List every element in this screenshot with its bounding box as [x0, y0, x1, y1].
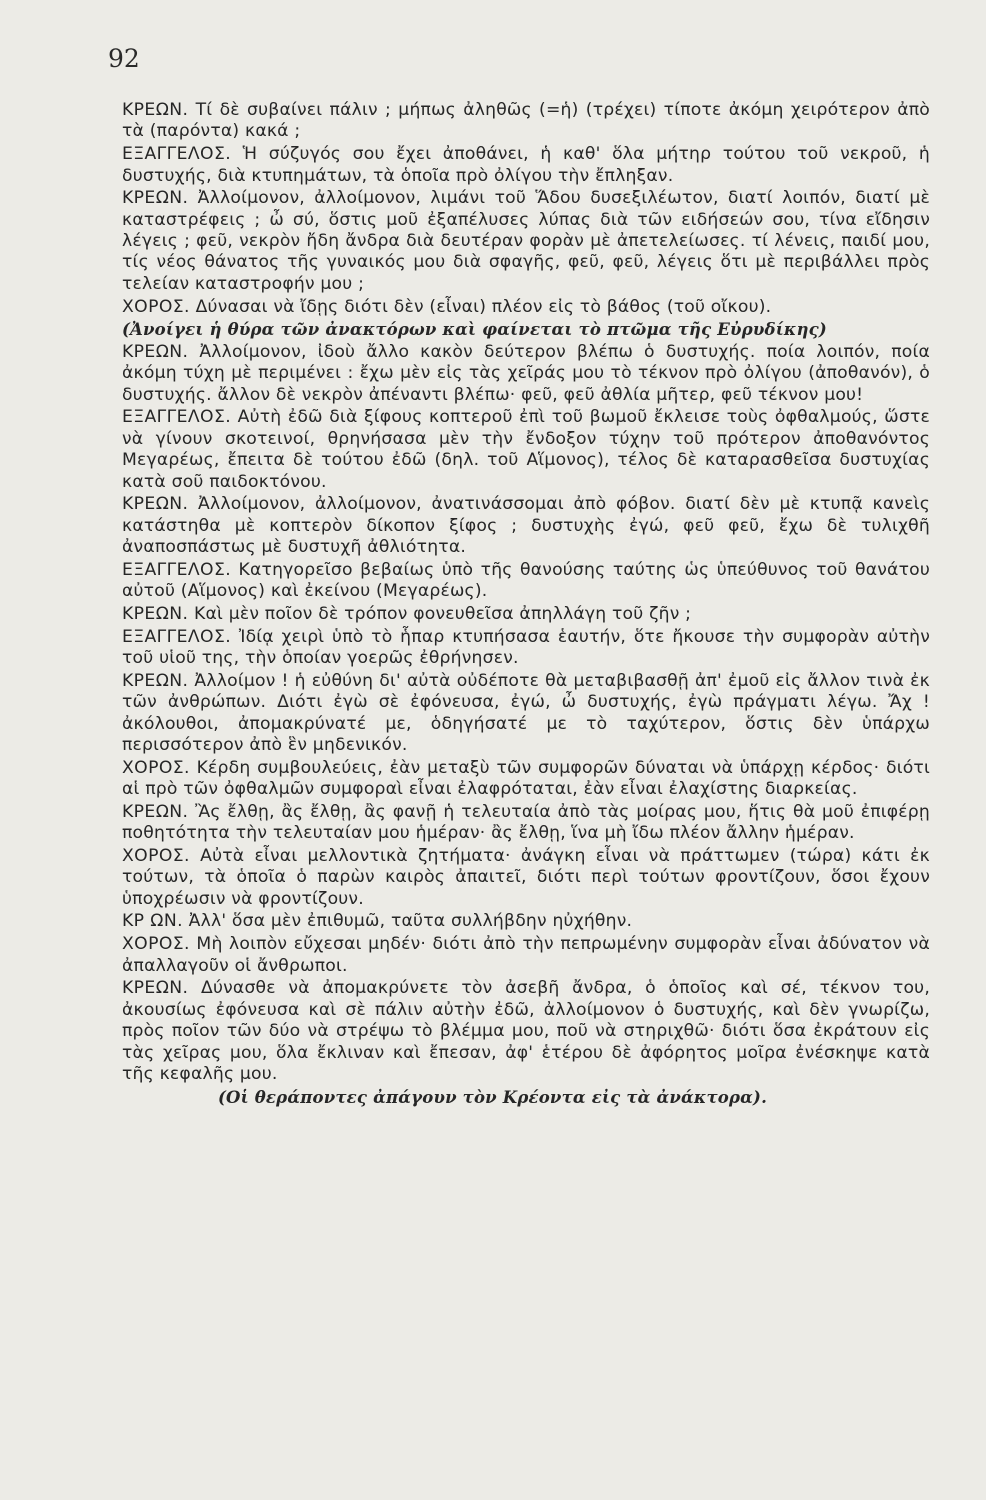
- speech-text: Καὶ μὲν ποῖον δὲ τρόπον φονευθεῖσα ἀπηλλάγη τοῦ ζῆν ;: [188, 604, 692, 625]
- speech-text: Κέρδη συμβουλεύεις, ἐὰν μεταξὺ τῶν συμφορῶν δύναται νὰ ὑπάρχῃ κέρδος· διότι αἱ πρὸ τῶν ὀφθαλμῶν συμφοραὶ εἶναι ἐλαφρόταται, ἐὰν εἶναι ἐλαχίστης διαρκείας.: [122, 757, 930, 800]
- dialogue-paragraph: [122, 604, 930, 625]
- dialogue-paragraph: [122, 560, 930, 603]
- speaker-name: ΧΟΡΟΣ.: [122, 934, 190, 955]
- speaker-name: ΧΟΡΟΣ.: [122, 757, 190, 778]
- page-number: 92: [108, 44, 140, 73]
- dialogue-paragraph: [122, 911, 930, 932]
- dialogue-paragraph: [122, 144, 930, 187]
- speaker-name: ΚΡΕΩΝ.: [122, 188, 189, 209]
- speaker-name: ΚΡΕΩΝ.: [122, 801, 189, 822]
- speaker-name: ΕΞΑΓΓΕΛΟΣ.: [122, 626, 232, 647]
- dialogue-paragraph: [122, 802, 930, 845]
- speech-text: Ἀλλοίμονον, ἀλλοίμονον, ἀνατινάσσομαι ἀπὸ φόβον. διατί δὲν μὲ κτυπᾷ κανεὶς κατάστηθα μὲ κοπτερὸν δίκοπον ξίφος ; δυστυχὴς ἐγώ, φεῦ φεῦ, ἔχω δὲ τυλιχθῆ ἀναποσπάστως μὲ δυστυχῆ ἀθλιότητα.: [122, 494, 930, 558]
- speaker-name: ΚΡΕΩΝ.: [122, 670, 189, 691]
- speaker-name: ΕΞΑΓΓΕΛΟΣ.: [122, 559, 232, 580]
- speech-text: Δύνασαι νὰ ἴδῃς διότι δὲν (εἶναι) πλέον εἰς τὸ βάθος (τοῦ οἴκου).: [189, 296, 772, 317]
- speaker-name: ΚΡΕΩΝ.: [122, 100, 189, 120]
- speaker-name: ΧΟΡΟΣ.: [122, 296, 190, 317]
- speech-text: Ἂς ἔλθῃ, ἂς ἔλθῃ, ἂς φανῇ ἡ τελευταία ἀπὸ τὰς μοίρας μου, ἥτις θὰ μοῦ ἐπιφέρῃ ποθητότητα τὴν τελευταίαν μου ἡμέραν· ἂς ἔλθῃ, ἵνα μὴ ἴδω πλέον ἄλλην ἡμέραν.: [122, 801, 930, 844]
- dialogue-text: [122, 100, 930, 1109]
- speech-text: Κατηγορεῖσο βεβαίως ὑπὸ τῆς θανούσης ταύτης ὡς ὑπεύθυνος τοῦ θανάτου αὐτοῦ (Αἵμονος) καὶ ἐκείνου (Μεγαρέως).: [122, 559, 930, 602]
- speaker-name: ΚΡΕΩΝ.: [122, 494, 189, 515]
- speaker-name: ΕΞΑΓΓΕΛΟΣ.: [122, 407, 232, 428]
- speech-text: Μὴ λοιπὸν εὔχεσαι μηδέν· διότι ἀπὸ τὴν πεπρωμένην συμφορὰν εἶναι ἀδύνατον νὰ ἀπαλλαγοῦν οἱ ἄνθρωποι.: [122, 934, 930, 976]
- speaker-name: ΚΡΕΩΝ.: [122, 341, 189, 362]
- speaker-name: ΕΞΑΓΓΕΛΟΣ.: [122, 144, 232, 165]
- speech-text: Ἀλλοίμονον, ἀλλοίμονον, λιμάνι τοῦ Ἅδου δυσεξιλέωτον, διατί λοιπόν, διατί μὲ καταστρέφεις ; ὦ σύ, ὅστις μοῦ ἐξαπέλυσες λύπας διὰ τῶν ειδήσεών σου, τίνα εἴδησιν λέγεις ; φεῦ, νεκρὸν ἤδη ἄνδρα διὰ δευτέραν φορὰν μὲ ἀπετελείωσες. τί λένεις, παιδί μου, τίς νέος θάνατος τῆς γυναικός μου διὰ σφαγῆς, φεῦ, φεῦ, λέγεις ὅτι μὲ περιβάλλει πρὸς τελείαν καταστροφήν μου ;: [122, 188, 930, 294]
- speech-text: Τί δὲ συβαίνει πάλιν ; μήπως ἀληθῶς (=ἡ) (τρέχει) τίποτε ἀκόμη χειρότερον ἀπὸ τὰ (παρόντα) κακά ;: [122, 100, 930, 142]
- dialogue-paragraph: [122, 978, 930, 1085]
- speaker-name: ΚΡ ΩΝ.: [122, 911, 183, 932]
- speaker-name: ΧΟΡΟΣ.: [122, 845, 190, 866]
- speech-text: Αὐτὰ εἶναι μελλοντικὰ ζητήματα· ἀνάγκη εἶναι νὰ πράττωμεν (τώρα) κάτι ἐκ τούτων, τὰ ὁποῖα ὁ παρὼν καιρὸς ἀπαιτεῖ, διότι περὶ τούτων φροντίζουν, ὅσοι ἔχουν ὑποχρέωσιν νὰ φροντίζουν.: [122, 845, 930, 909]
- dialogue-paragraph: [122, 758, 930, 801]
- dialogue-paragraph: [122, 846, 930, 910]
- dialogue-paragraph: [122, 934, 930, 977]
- speech-text: Ἡ σύζυγός σου ἔχει ἀποθάνει, ἡ καθ' ὅλα μήτηρ τούτου τοῦ νεκροῦ, ἡ δυστυχής, διὰ κτυπημάτων, τὰ ὁποῖα πρὸ ὀλίγου τὴν ἔπληξαν.: [122, 144, 930, 186]
- dialogue-paragraph: [122, 407, 930, 493]
- dialogue-paragraph: [122, 297, 930, 318]
- dialogue-paragraph: [122, 671, 930, 757]
- speech-text: Δύνασθε νὰ ἀπομακρύνετε τὸν ἀσεβῆ ἄνδρα, ὁ ὁποῖος καὶ σέ, τέκνον του, ἀκουσίως ἐφόνευσα καὶ σὲ πάλιν αὐτὴν ἐδῶ, ἀλλοίμονον ὁ δυστυχής, καὶ δὲν γνωρίζω, πρὸς ποῖον τῶν δύο νὰ στρέψω τὸ βλέμμα μου, ποῦ νὰ στηριχθῶ· διότι ὅσα ἐκράτουν εἰς τὰς χεῖρας μου, ὅλα ἔκλιναν καὶ ἔπεσαν, ἀφ' ἑτέρου δὲ ἀφόρητος μοῖρα ἐνέσκηψε κατὰ τῆς κεφαλῆς μου.: [122, 978, 930, 1084]
- dialogue-paragraph: [122, 188, 930, 295]
- dialogue-paragraph: [122, 494, 930, 558]
- dialogue-paragraph: [122, 342, 930, 406]
- speech-text: Αὐτὴ ἐδῶ διὰ ξίφους κοπτεροῦ ἐπὶ τοῦ βωμοῦ ἔκλεισε τοὺς ὀφθαλμούς, ὥστε νὰ γίνουν σκοτεινοί, θρηνήσασα μὲν τὴν ἔνδοξον τύχην τοῦ πρότερον ἀποθανόντος Μεγαρέως, ἔπειτα δὲ τούτου ἐδῶ (δηλ. τοῦ Αἵμονος), τέλος δὲ καταρασθεῖσα δυστυχίας κατὰ σοῦ παιδοκτόνου.: [122, 407, 930, 492]
- dialogue-paragraph: [122, 627, 930, 670]
- speech-text: Ἀλλ' ὅσα μὲν ἐπιθυμῶ, ταῦτα συλλήβδην ηὐχήθην.: [182, 911, 633, 932]
- speech-text: Ἰδίᾳ χειρὶ ὑπὸ τὸ ἧπαρ κτυπήσασα ἑαυτήν, ὅτε ἤκουσε τὴν συμφορὰν αὐτὴν τοῦ υἱοῦ της, τὴν ὁποίαν γοερῶς ἐθρήνησεν.: [122, 626, 930, 669]
- stage-direction: (Ἀνοίγει ἡ θύρα τῶν ἀνακτόρων καὶ φαίνεται τὸ πτῶμα τῆς Εὐρυδίκης): [122, 320, 827, 340]
- speaker-name: ΚΡΕΩΝ.: [122, 978, 189, 999]
- speaker-name: ΚΡΕΩΝ.: [122, 604, 189, 625]
- speech-text: Ἀλλοίμονον, ἰδοὺ ἄλλο κακὸν δεύτερον βλέπω ὁ δυστυχής. ποία λοιπόν, ποία ἀκόμη τύχη μὲ περιμένει : ἔχω μὲν εἰς τὰς χεῖράς μου τὸ τέκνον πρὸ ὀλίγου (ἀποθανόν), ὁ δυστυχής. ἄλλον δὲ νεκρὸν ἀπέναντι βλέπω· φεῦ, φεῦ ἀθλία μῆτερ, φεῦ τέκνον μου!: [122, 341, 930, 405]
- stage-direction: (Οἱ θεράποντες ἀπάγουν τὸν Κρέοντα εἰς τὰ ἀνάκτορα).: [218, 1088, 768, 1108]
- dialogue-paragraph: [122, 100, 930, 143]
- speech-text: Ἀλλοίμον ! ἡ εὐθύνη δι' αὐτὰ οὐδέποτε θὰ μεταβιβασθῇ ἀπ' ἐμοῦ εἰς ἄλλον τινὰ ἐκ τῶν ἀνθρώπων. Διότι ἐγὼ σὲ ἐφόνευσα, ἐγώ, ὦ δυστυχής, ἐγὼ πράγματι λέγω. Ἄχ ! ἀκόλουθοι, ἀπομακρύνατέ με, ὁδηγήσατέ με τὸ ταχύτερον, ὅστις δὲν ὑπάρχω περισσότερον ἀπὸ ἓν μηδενικόν.: [122, 670, 930, 756]
